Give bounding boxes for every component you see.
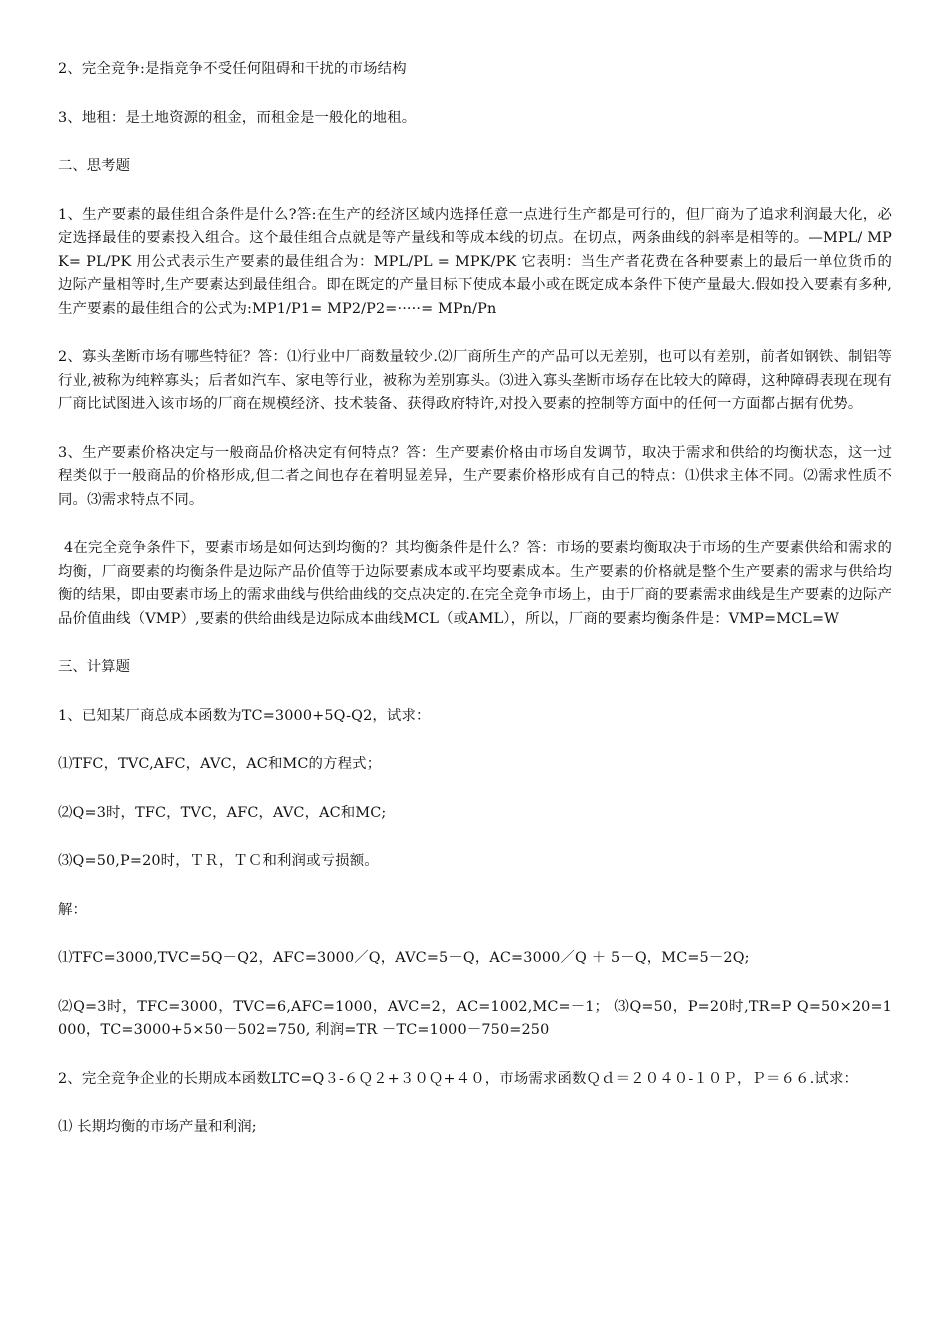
solution-label: 解：	[58, 901, 88, 918]
solution-part-1: ⑴TFC=3000,TVC=5Q－Q2，AFC=3000／Q，AVC=5－Q，AC=3000／Q ＋ 5－Q，MC=5－2Q;	[58, 950, 750, 966]
section-heading-calculations: 三、计算题	[58, 659, 130, 675]
solution-part-2-3: ⑵Q=3时，TFC=3000，TVC=6,AFC=1000，AVC=2，AC=1002,MC=－1； ⑶Q=50，P=20时,TR=P Q=50×20=1000，TC=3000+5×50－502=750, 利润=TR －TC=1000－750=250	[58, 998, 892, 1038]
question-2-oligopoly-features: 2、寡头垄断市场有哪些特征？答：⑴行业中厂商数量较少.⑵厂商所生产的产品可以无差别，也可以有差别，前者如钢铁、制铝等行业,被称为纯粹寡头；后者如汽车、家电等行业，被称为差别寡头。⑶进入寡头垄断市场存在比较大的障碍，这种障碍表现在现有厂商比试图进入该市场的厂商在规模经济、技术装备、获得政府特许,对投入要素的控制等方面中的任何一方面都占据有优势。	[58, 349, 892, 412]
calculation-1-statement: 1、已知某厂商总成本函数为TC=3000+5Q-Q2，试求：	[58, 707, 431, 724]
calculation-1-part-1: ⑴TFC，TVC,AFC，AVC，AC和MC的方程式；	[58, 756, 382, 772]
calculation-2-part-1: ⑴ 长期均衡的市场产量和利润;	[58, 1119, 257, 1135]
definition-perfect-competition: 2、完全竞争:是指竞争不受任何阻碍和干扰的市场结构	[58, 61, 407, 77]
question-4-factor-market-equilibrium: 4在完全竞争条件下，要素市场是如何达到均衡的？其均衡条件是什么？答：市场的要素均衡取决于市场的生产要素供给和需求的均衡，厂商要素的均衡条件是边际产品价值等于边际要素成本或平均要素成本。生产要素的价格就是整个生产要素的需求与供给均衡的结果，即由要素市场上的需求曲线与供给曲线的交点决定的.在完全竞争市场上，由于厂商的要素需求曲线是生产要素的边际产品价值曲线（VMP）,要素的供给曲线是边际成本曲线MCL（或AML），所以，厂商的要素均衡条件是：VMP=MCL=W	[58, 540, 892, 627]
section-heading-questions: 二、思考题	[58, 158, 130, 174]
document-page	[58, 58, 892, 1165]
calculation-2-statement: 2、完全竞争企业的长期成本函数LTC=Q３-６Ｑ２+３０Ｑ+４０，市场需求函数Ｑｄ＝２０４０-１０Ｐ，Ｐ＝６６.试求：	[58, 1070, 859, 1087]
question-1-optimal-factor-combination: 1、生产要素的最佳组合条件是什么?答:在生产的经济区域内选择任意一点进行生产都是可行的，但厂商为了追求利润最大化，必定选择最佳的要素投入组合。这个最佳组合点就是等产量线和等成本线的切点。在切点，两条曲线的斜率是相等的。—MPL/ MPK= PL/PK 用公式表示生产要素的最佳组合为：MPL/PL = MPK/PK 它表明：当生产者花费在各种要素上的最后一单位货币的边际产量相等时,生产要素达到最佳组合。即在既定的产量目标下使成本最小或在既定成本条件下使产量最大.假如投入要素有多种,生产要素的最佳组合的公式为:MP1/P1= MP2/P2=·····= MPn/Pn	[58, 206, 892, 317]
question-3-factor-price-determination: 3、生产要素价格决定与一般商品价格决定有何特点？答：生产要素价格由市场自发调节，取决于需求和供给的均衡状态，这一过程类似于一般商品的价格形成,但二者之间也存在着明显差异，生产要素价格形成有自己的特点：⑴供求主体不同。⑵需求性质不同。⑶需求特点不同。	[58, 444, 892, 508]
calculation-1-part-3: ⑶Q=50,P=20时，ＴＲ，ＴＣ和利润或亏损额。	[58, 853, 379, 869]
definition-land-rent: 3、地租：是土地资源的租金，而租金是一般化的地租。	[58, 109, 417, 126]
calculation-1-part-2: ⑵Q=3时，TFC，TVC，AFC，AVC，AC和MC;	[58, 804, 387, 821]
